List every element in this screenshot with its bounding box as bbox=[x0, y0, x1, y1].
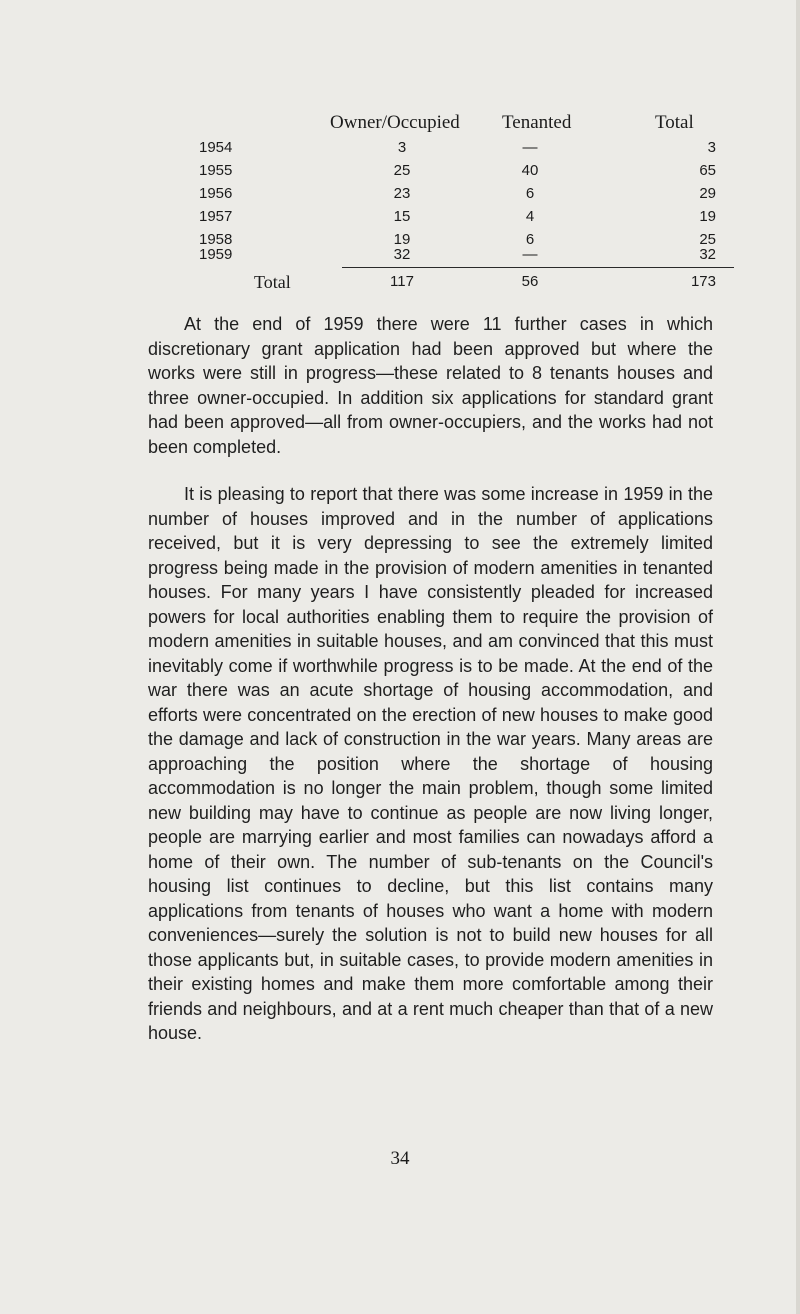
row-total: 29 bbox=[699, 185, 716, 202]
row-year: 1959 bbox=[199, 246, 233, 263]
total-owner-occupied: 117 bbox=[390, 273, 414, 290]
row-year: 1956 bbox=[199, 185, 233, 202]
row-owner-occupied: 23 bbox=[393, 185, 411, 202]
row-owner-occupied: 19 bbox=[393, 231, 411, 248]
row-total: 19 bbox=[699, 208, 716, 225]
row-tenanted: — bbox=[522, 246, 538, 263]
row-year: 1957 bbox=[199, 208, 233, 225]
row-year: 1955 bbox=[199, 162, 233, 179]
table-row bbox=[118, 208, 718, 232]
row-owner-occupied: 15 bbox=[393, 208, 411, 225]
row-owner-occupied: 3 bbox=[397, 139, 407, 156]
row-tenanted: 6 bbox=[525, 231, 535, 248]
totals-row bbox=[118, 273, 718, 297]
totals-divider bbox=[342, 267, 734, 268]
totals-label: Total bbox=[254, 272, 291, 292]
row-year: 1958 bbox=[199, 231, 233, 248]
header-owner-occupied: Owner/Occupied bbox=[330, 112, 460, 133]
row-total: 25 bbox=[699, 231, 716, 248]
row-owner-occupied: 25 bbox=[393, 162, 411, 179]
table-row bbox=[118, 162, 718, 186]
row-year: 1954 bbox=[199, 139, 233, 156]
paragraph-modern-amenities: It is pleasing to report that there was some increase in 1959 in the number of houses improved and in the number of applications received, but it is very depressing to see the extremely limited progress being made in the provision of modern amenities in tenanted houses. For many years I have consistently pleaded for increased powers for local authorities enabling them to require the provision of modern amenities in suitable houses, and am convinced that this must inevitably come if worthwhile progress is to be made. At the end of the war there was an acute shortage of housing accommodation, and efforts were concentrated on the erection of new houses to make good the damage and lack of construction in the war years. Many areas are approaching the position where the shortage of housing accommodation is no longer the main problem, though some limited new building may have to continue as people are now living longer, people are marrying earlier and most families can nowadays afford a home of their own. The number of sub-tenants on the Council's housing list continues to decline, but this list contains many applications from tenants of houses who want a home with modern conveniences—surely the solution is not to build new houses for all those applicants but, in suitable cases, to provide modern amenities in their existing homes and make them more comfortable among their friends and neighbours, and at a rent much cheaper than that of a new house. bbox=[148, 484, 713, 1043]
header-tenanted: Tenanted bbox=[502, 112, 572, 133]
paragraph-outstanding-grants: At the end of 1959 there were 11 further cases in which discretionary grant application had been approved but where the works were still in progress—these related to 8 tenants houses and three owner-occupied. In addition six applications for standard grant had been approved—all from owner-occupiers, and the works had not been completed. bbox=[148, 314, 713, 457]
row-tenanted: 40 bbox=[521, 162, 539, 179]
row-total: 3 bbox=[707, 139, 716, 156]
page-number: 34 bbox=[390, 1148, 410, 1169]
row-total: 32 bbox=[699, 246, 716, 263]
row-owner-occupied: 32 bbox=[393, 246, 411, 263]
row-tenanted: 4 bbox=[525, 208, 535, 225]
header-total: Total bbox=[655, 112, 694, 133]
row-tenanted: 6 bbox=[525, 185, 535, 202]
table-row bbox=[118, 139, 718, 163]
page-edge-shadow bbox=[796, 0, 800, 1314]
row-tenanted: — bbox=[522, 139, 538, 156]
total-total: 173 bbox=[690, 273, 716, 290]
total-tenanted: 56 bbox=[521, 273, 539, 290]
table-row bbox=[118, 185, 718, 209]
row-total: 65 bbox=[699, 162, 716, 179]
